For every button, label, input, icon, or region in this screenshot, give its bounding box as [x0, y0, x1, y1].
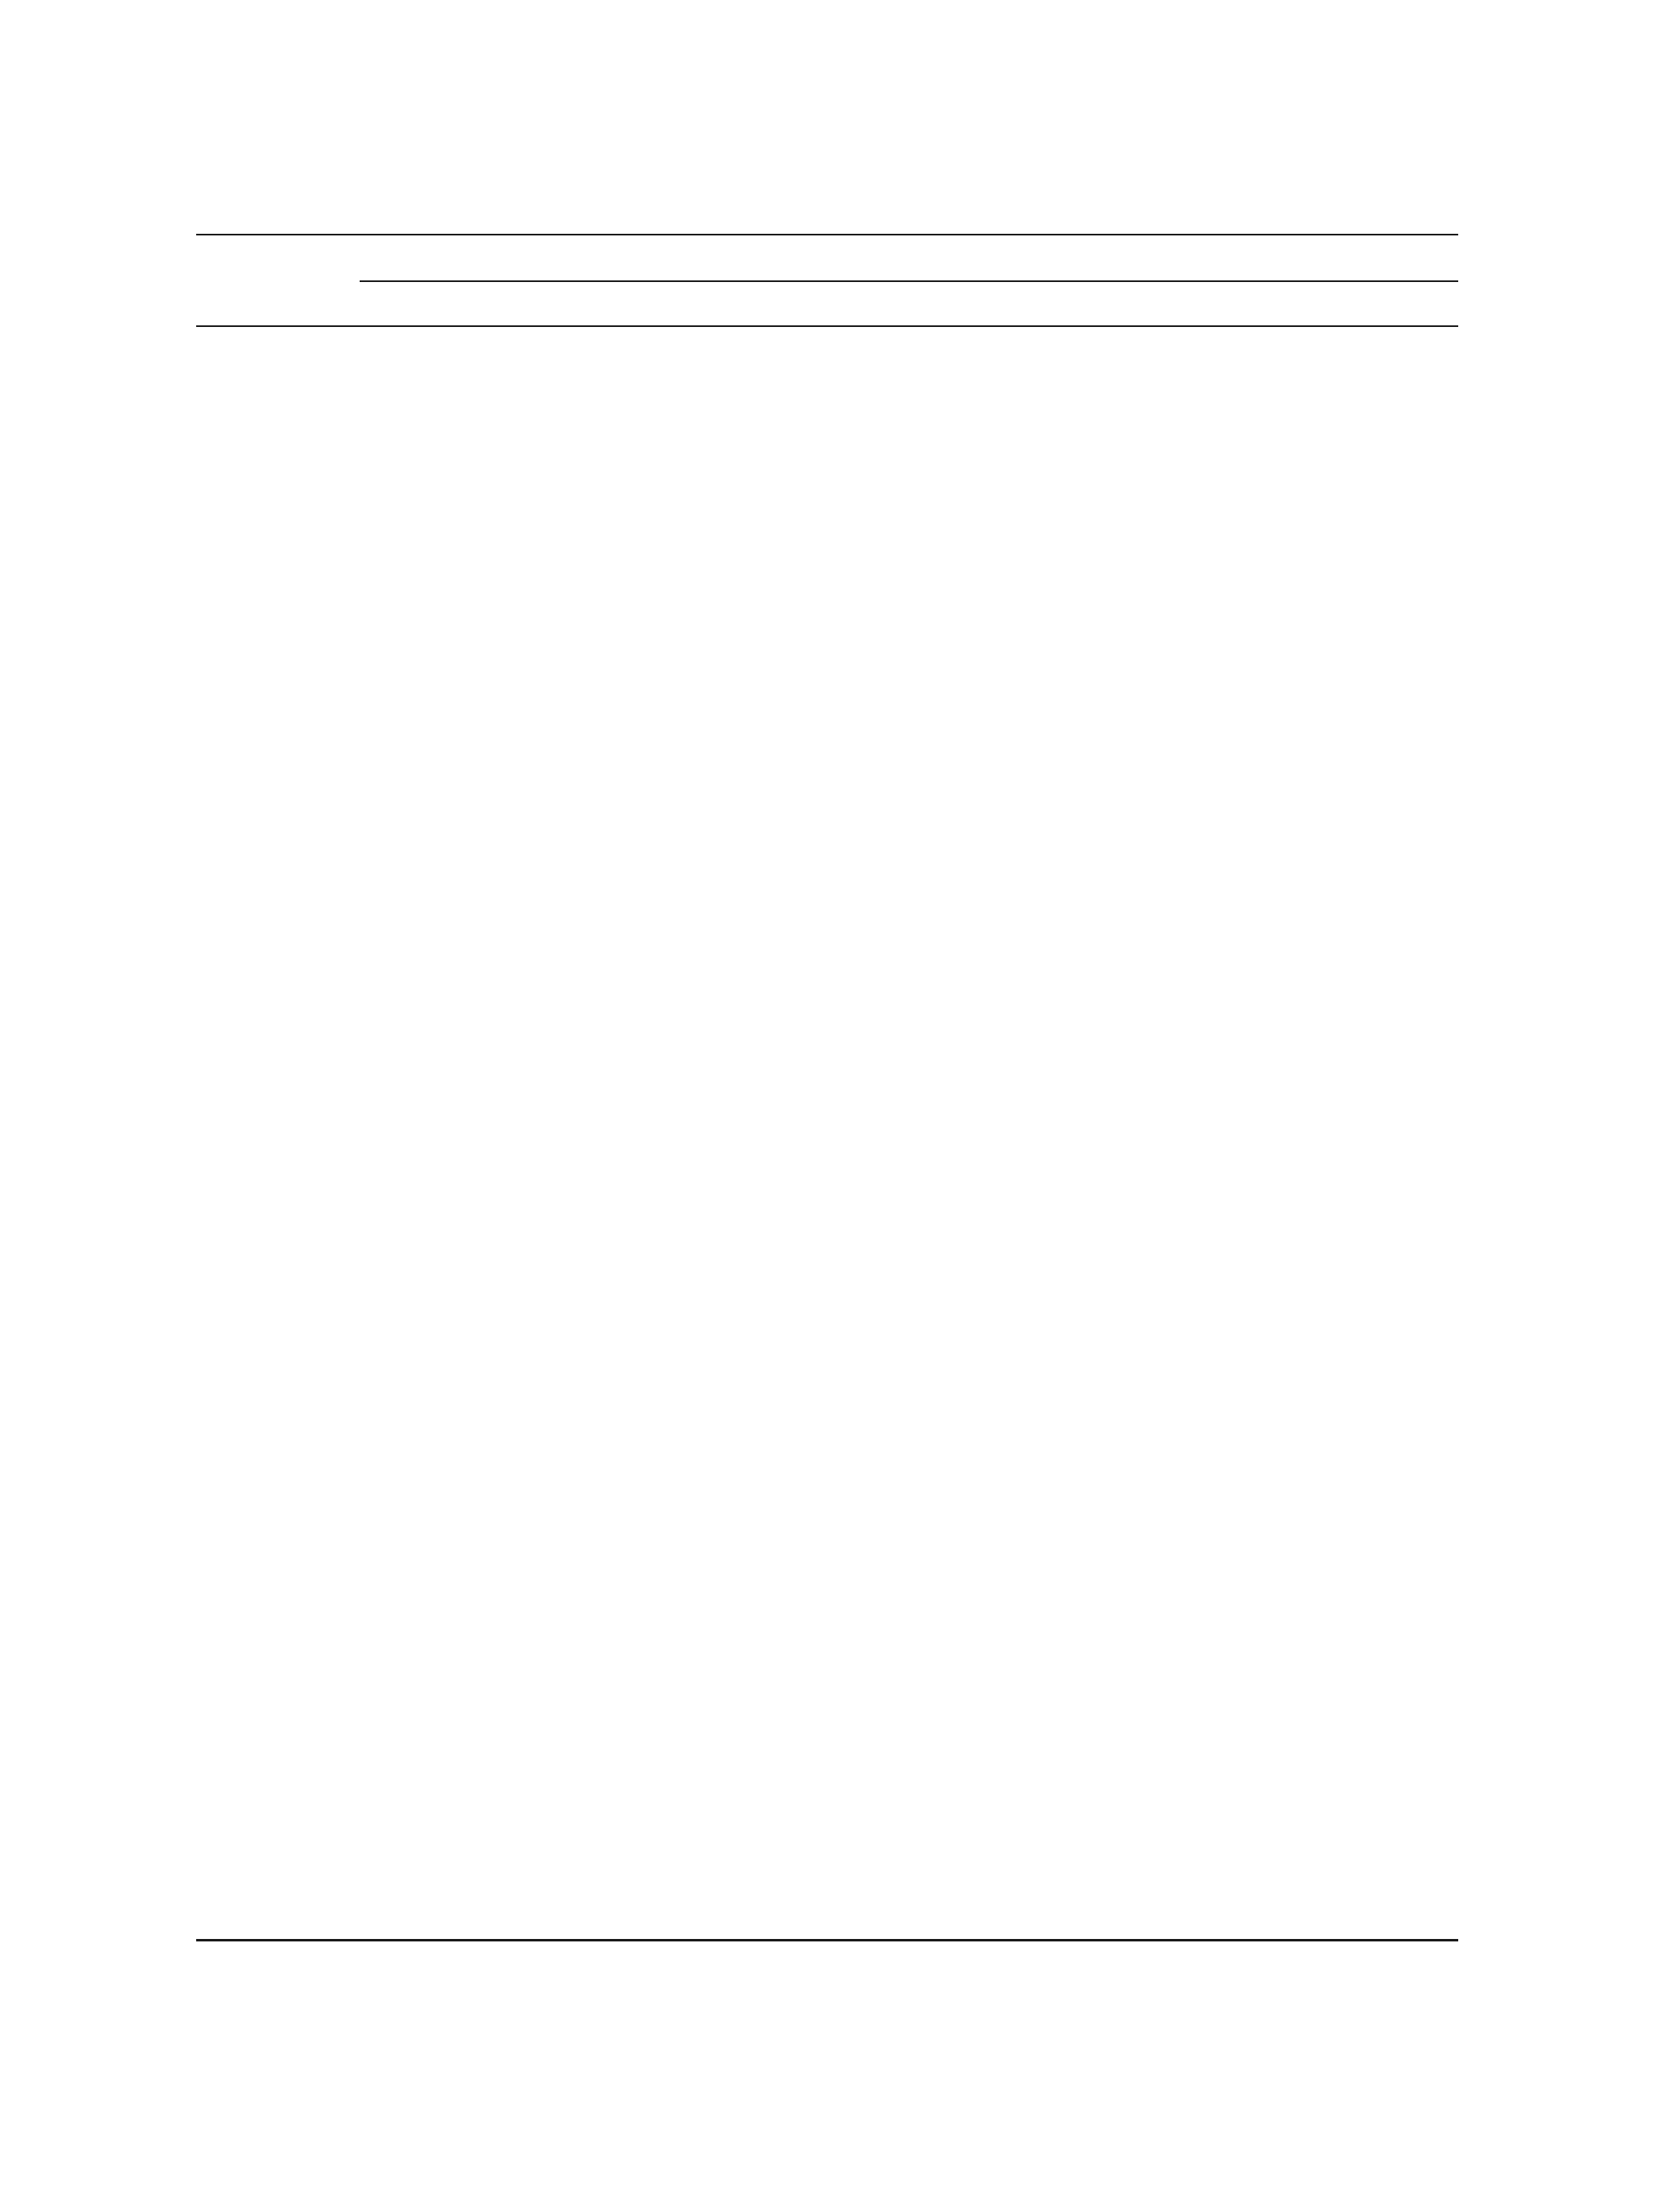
bottom-rule: [196, 1939, 1458, 1941]
running-head: [121, 111, 1543, 150]
header-rule: [196, 325, 1458, 327]
group-rule: [360, 280, 1458, 282]
top-rule: [196, 234, 1458, 235]
column-header-row: [196, 284, 1458, 325]
